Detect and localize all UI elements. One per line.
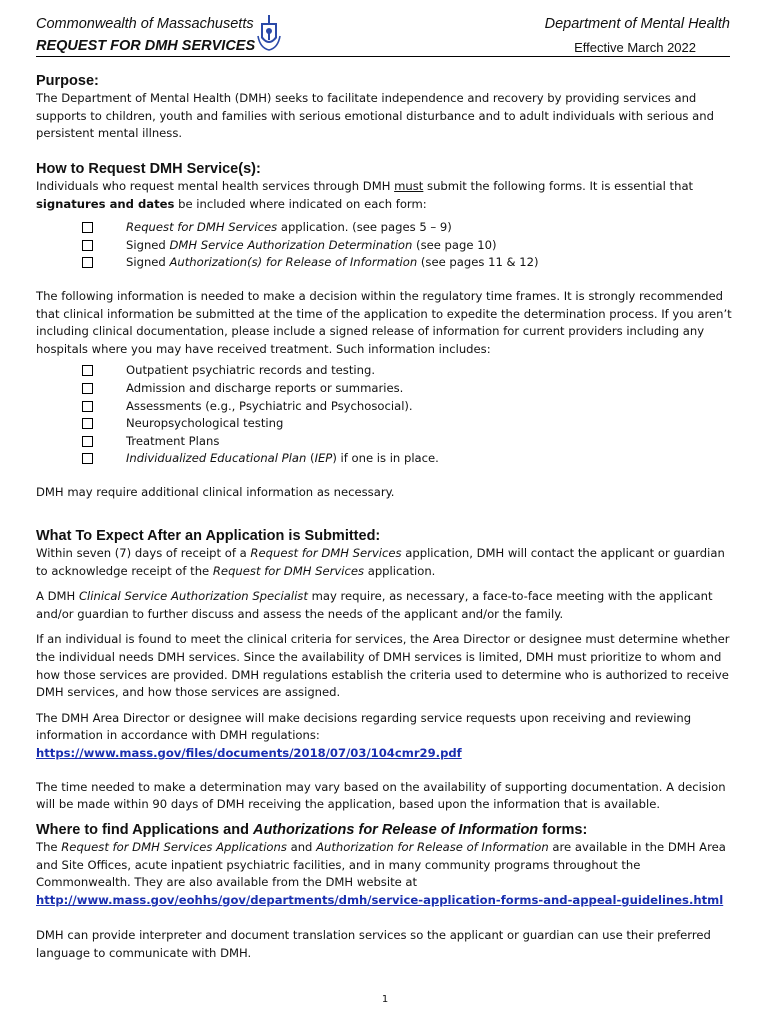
text-part: Within seven (7) days of receipt of a bbox=[36, 546, 251, 560]
checkbox-icon[interactable] bbox=[82, 365, 93, 376]
form-title: REQUEST FOR DMH SERVICES bbox=[36, 38, 256, 54]
checklist-item bbox=[36, 362, 734, 380]
how-intro-text bbox=[36, 178, 734, 213]
checkbox-icon[interactable] bbox=[82, 401, 93, 412]
purpose-text: The Department of Mental Health (DMH) seeks to facilitate independence and recovery by providing services and supports to children, youth and families with serious emotional disturbance and to adult individuals with serious and persistent mental illness. bbox=[36, 91, 714, 141]
item-text: Signed bbox=[126, 255, 170, 270]
item-text: ( bbox=[306, 451, 315, 466]
checkbox-icon[interactable] bbox=[82, 383, 93, 394]
checklist-item bbox=[36, 380, 734, 398]
heading-emphasis: Authorizations for Release of Information bbox=[252, 822, 539, 838]
where-to-find-heading bbox=[36, 821, 734, 839]
text-part: are available in the DMH Area and Site Offices, acute inpatient psychiatric facilities, and in many community programs throughout the Commonwealth. They are also available from the DMH website at bbox=[36, 840, 726, 890]
item-text: Outpatient psychiatric records and testing. bbox=[126, 363, 375, 378]
text-part: A DMH bbox=[36, 589, 79, 604]
checklist-item bbox=[36, 450, 734, 468]
checklist-item bbox=[36, 254, 734, 272]
intro-part: submit the following forms. It is essential that bbox=[423, 179, 694, 193]
expect-paragraph-5: The time needed to make a determination may vary based on the availability of supporting documentation. A decision will be made within 90 days of DMH receiving the application, based upon the information that is available. bbox=[36, 779, 726, 812]
text-part: application. bbox=[364, 563, 436, 578]
checklist-item bbox=[36, 415, 734, 433]
how-to-request-heading: How to Request DMH Service(s): bbox=[36, 161, 261, 177]
intro-part: Individuals who request mental health services through DMH bbox=[36, 179, 395, 193]
intro-part: be included where indicated on each form: bbox=[174, 196, 427, 211]
clinical-info-text: The following information is needed to make a decision within the regulatory time frames. It is strongly recommended that clinical information be submitted at the time of the application to expedite the determination process. If you aren’t including clinical documentation, please include a signed release of information for current providers including any hospitals where you may have received treatment. Such information includes: bbox=[36, 288, 732, 356]
form-name: Request for DMH Services bbox=[212, 563, 365, 578]
checkbox-icon[interactable] bbox=[82, 257, 93, 268]
checklist-item bbox=[36, 398, 734, 416]
signatures-dates-emphasis: signatures and dates bbox=[36, 196, 175, 211]
item-text: Treatment Plans bbox=[126, 433, 220, 448]
clinical-info-list bbox=[36, 362, 734, 468]
checklist-item bbox=[36, 219, 734, 237]
required-forms-list bbox=[36, 219, 734, 272]
checkbox-icon[interactable] bbox=[82, 418, 93, 429]
checklist-item bbox=[36, 237, 734, 255]
additional-info-text: DMH may require additional clinical information as necessary. bbox=[36, 484, 395, 499]
checkbox-icon[interactable] bbox=[82, 453, 93, 464]
purpose-heading: Purpose: bbox=[36, 73, 99, 89]
item-form-name: Authorization(s) for Release of Information bbox=[169, 255, 418, 270]
text-part: and bbox=[286, 840, 317, 854]
text-part: The DMH Area Director or designee will make decisions regarding service requests upon receiving and reviewing information in accordance with DMH regulations: bbox=[36, 710, 692, 743]
item-form-name: DMH Service Authorization Determination bbox=[169, 237, 413, 252]
form-name: Request for DMH Services Applications bbox=[61, 840, 287, 854]
purpose-section bbox=[36, 72, 734, 143]
what-to-expect-section bbox=[36, 527, 734, 814]
item-text: Signed bbox=[126, 237, 170, 252]
item-form-name: Individualized Educational Plan bbox=[126, 451, 307, 466]
item-text: Neuropsychological testing bbox=[126, 416, 284, 431]
item-text: Assessments (e.g., Psychiatric and Psychosocial). bbox=[126, 398, 413, 413]
commonwealth-label: Commonwealth of Massachusetts bbox=[36, 16, 254, 32]
department-label: Department of Mental Health bbox=[544, 16, 730, 32]
page-number: 1 bbox=[381, 994, 389, 1005]
header-bottom-row bbox=[36, 38, 730, 57]
item-abbr: IEP bbox=[314, 451, 333, 466]
expect-paragraph-3: If an individual is found to meet the clinical criteria for services, the Area Director or designee must determine whether the individual needs DMH services. Since the availability of DMH services is limited, DMH must prioritize to whom and how those services are provided. DMH regulations establish the criteria used to determine who is authorized to receive DMH services, and how those services are assigned. bbox=[36, 632, 730, 700]
item-text: (see pages 11 & 12) bbox=[417, 255, 539, 270]
checkbox-icon[interactable] bbox=[82, 436, 93, 447]
dmh-regulations-link[interactable]: https://www.mass.gov/files/documents/2018/07/03/104cmr29.pdf bbox=[36, 745, 462, 760]
must-emphasis: must bbox=[394, 179, 424, 193]
expect-paragraph-4 bbox=[36, 710, 734, 763]
text-part: application, DMH will contact the applicant or guardian to acknowledge receipt of the bbox=[36, 546, 725, 578]
checklist-item bbox=[36, 433, 734, 451]
form-name: Authorization for Release of Information bbox=[316, 840, 549, 854]
heading-part: forms: bbox=[538, 822, 588, 838]
form-name: Request for DMH Services bbox=[250, 546, 402, 560]
dmh-forms-link[interactable]: http://www.mass.gov/eohhs/gov/departments/dmh/service-application-forms-and-appeal-guidelines.html bbox=[36, 892, 724, 907]
text-part: The bbox=[36, 840, 62, 854]
item-text: Admission and discharge reports or summaries. bbox=[126, 380, 404, 395]
item-text: (see page 10) bbox=[412, 237, 497, 252]
expect-paragraph-2 bbox=[36, 588, 734, 623]
expect-paragraph-1 bbox=[36, 545, 734, 580]
effective-date: Effective March 2022 bbox=[574, 40, 696, 55]
header-top-row bbox=[36, 16, 730, 36]
text-part: may require, as necessary, a face-to-face meeting with the applicant and/or guardian to further discuss and assess the needs of the applicant and/or the family. bbox=[36, 589, 713, 621]
item-text: application. (see pages 5 – 9) bbox=[277, 220, 452, 235]
where-to-find-section bbox=[36, 821, 734, 963]
item-text: ) if one is in place. bbox=[332, 451, 439, 466]
where-paragraph-2: DMH can provide interpreter and document translation services so the applicant or guardian can use their preferred language to communicate with DMH. bbox=[36, 928, 711, 960]
where-paragraph-1 bbox=[36, 839, 734, 909]
how-to-request-section bbox=[36, 160, 734, 502]
role-name: Clinical Service Authorization Specialist bbox=[78, 589, 308, 604]
what-to-expect-heading: What To Expect After an Application is Submitted: bbox=[36, 528, 381, 544]
item-form-name: Request for DMH Services bbox=[126, 220, 278, 235]
checkbox-icon[interactable] bbox=[82, 240, 93, 251]
checkbox-icon[interactable] bbox=[82, 222, 93, 233]
heading-part: Where to find Applications and bbox=[36, 822, 253, 838]
